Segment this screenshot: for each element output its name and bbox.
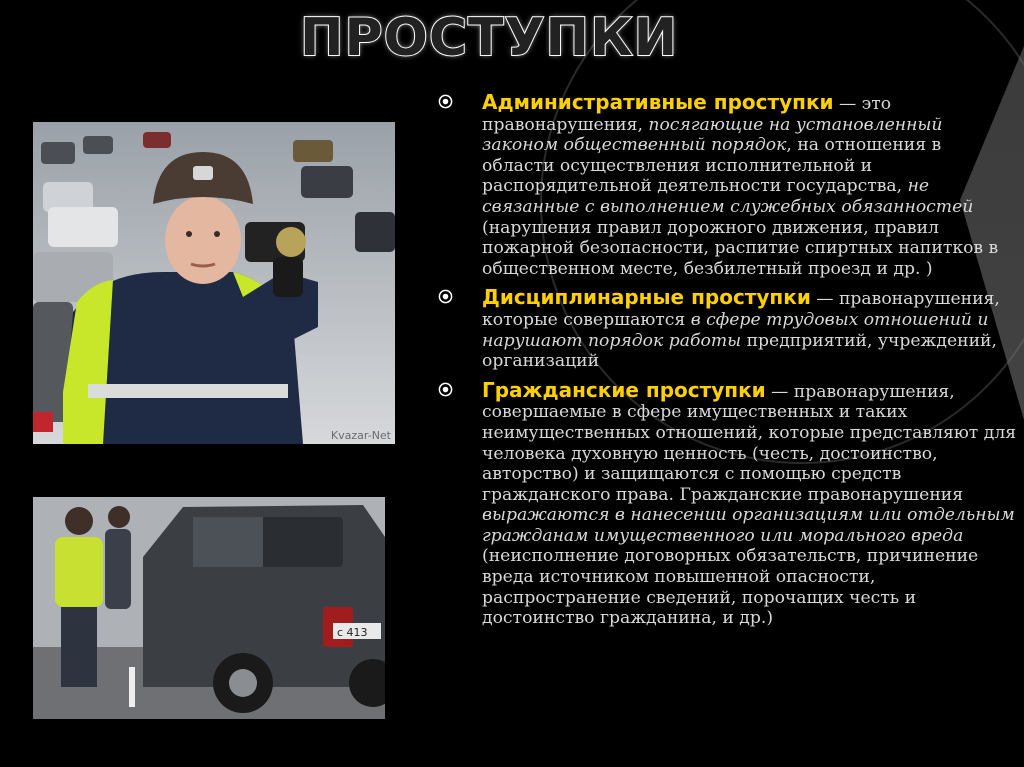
definitions-list (438, 92, 1018, 637)
slide-title: ПРОСТУПКИ (300, 8, 679, 68)
police-suv-illustration (33, 497, 385, 719)
term-dash: — (765, 381, 794, 402)
definition-plain-text: правонарушения, (482, 114, 649, 135)
list-item (438, 92, 1018, 279)
list-item (438, 377, 1018, 629)
watermark: Kvazar-Net (330, 429, 391, 442)
photo-police-suv (33, 497, 385, 719)
circle-bullet-icon (438, 94, 453, 109)
license-plate: с 413 (337, 626, 368, 639)
circle-bullet-icon (438, 289, 453, 304)
traffic-officer-illustration (33, 122, 395, 444)
definition-italic-text: в сфере трудовых отношений и нарушают порядок работы (482, 309, 989, 351)
definition-plain-text: предприятий, учреждений, организаций (482, 330, 997, 372)
definition-plain-text: правонарушения, совершаемые в сфере имущественных и таких неимущественных отношений, которые представляют для человека духовную ценность (честь, достоинство, авторство) и защищаются с помощью средств гражданского права. Гражданские правонарушения (482, 381, 1017, 505)
term-dash: — это (833, 94, 892, 114)
circle-bullet-icon (438, 382, 453, 397)
definition-italic-text: не связанные с выполнением служебных обязанностей (482, 176, 974, 217)
term-administrative: Административные проступки (482, 90, 834, 114)
definition-plain-text: (нарушения правил дорожного движения, правил пожарной безопасности, распитие спиртных напитков в общественном месте, безбилетный проезд и др. ) (482, 217, 999, 279)
definition-plain-text: правонарушения, которые совершаются (482, 289, 1000, 330)
list-item (438, 287, 1018, 371)
photo-traffic-officer (33, 122, 395, 444)
term-dash: — (810, 289, 839, 310)
definition-plain-text: (неисполнение договорных обязательств, причинение вреда источником повышенной опасности, распространение сведений, порочащих честь и достоинство гражданина, и др.) (482, 546, 979, 629)
definition-text (482, 115, 998, 279)
term-disciplinary: Дисциплинарные проступки (482, 285, 811, 310)
term-civil: Гражданские проступки (482, 377, 766, 402)
definition-italic-text: посягающие на установленный законом общественный порядок (482, 114, 943, 156)
definition-plain-text: , на отношения в области осуществления исполнительной и распорядительной деятельности государства, (482, 135, 942, 197)
definition-italic-text: выражаются в нанесении организациям или отдельным гражданам имущественного или морального вреда (482, 505, 1015, 546)
definition-text (482, 382, 1016, 629)
